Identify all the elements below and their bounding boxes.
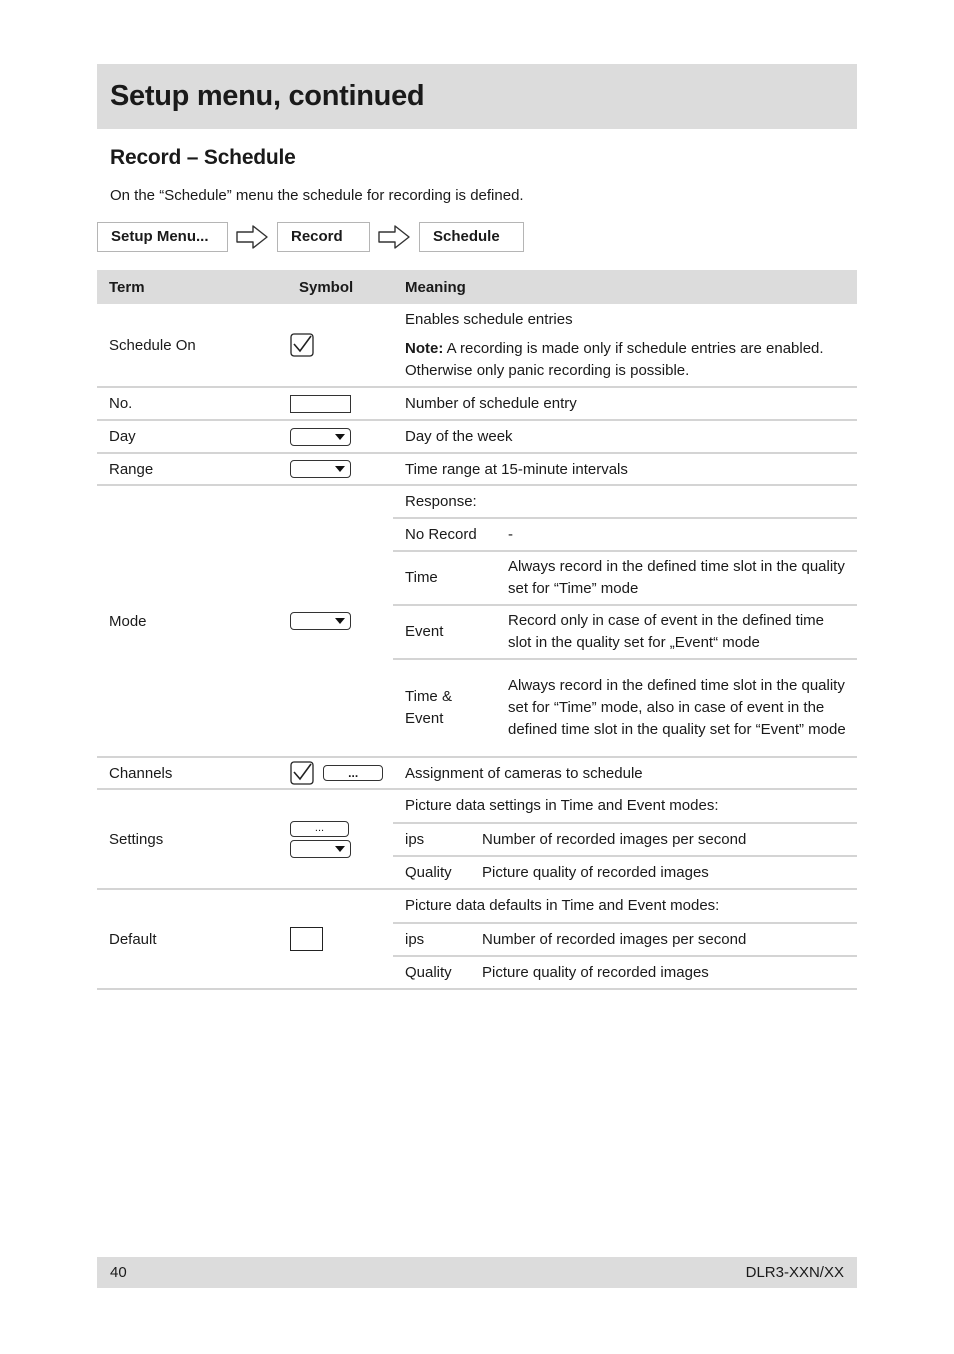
mode-response-label: Response: [405,492,477,510]
term-no: No. [97,387,287,420]
list-item: Event Record only in case of event in the defined time slot in the quality set for „Event“ mode [393,605,857,659]
meaning-channels: Assignment of cameras to schedule [393,757,857,789]
ellipsis-button-symbol[interactable]: ... [290,821,349,837]
row-range [97,453,857,485]
list-item: Time & Event Always record in the defined time slot in the quality set for “Time” mode, also in case of event in the defined time slot in the quality set for “Event” mode [393,659,857,756]
default-intro: Picture data defaults in Time and Event modes: [405,897,720,914]
note-body: A recording is made only if schedule entries are enabled. Otherwise only panic recording is possible. [405,339,824,379]
note-text [405,338,849,382]
row-day [97,420,857,453]
row-no [97,387,857,420]
term-range: Range [97,453,287,485]
arrow-right-icon [235,224,269,250]
table-header-row [97,270,857,304]
list-item: ips Number of recorded images per second [393,823,857,856]
list-item: Quality Picture quality of recorded images [393,956,857,988]
row-settings [97,789,857,889]
header-meaning: Meaning [393,270,857,304]
breadcrumb-setup-menu[interactable]: Setup Menu... [97,222,228,252]
terms-table [97,270,857,990]
dropdown-symbol[interactable] [290,428,351,446]
section-intro: On the “Schedule” menu the schedule for recording is defined. [110,187,524,204]
default-items [393,890,857,988]
breadcrumb-record[interactable]: Record [277,222,370,252]
checkbox-checked-icon[interactable] [290,761,314,785]
document-code: DLR3-XXN/XX [745,1264,844,1281]
meaning-no: Number of schedule entry [393,387,857,420]
term-schedule-on: Schedule On [109,336,196,354]
dropdown-symbol[interactable] [290,840,351,858]
row-channels [97,757,857,789]
dropdown-symbol[interactable] [290,612,351,630]
meaning-text: Enables schedule entries [405,310,573,328]
meaning-schedule-on [393,304,857,387]
header-term: Term [97,270,287,304]
settings-items [393,790,857,888]
row-default [97,889,857,989]
meaning-day: Day of the week [393,420,857,453]
note-label: Note: [405,339,444,357]
header-symbol: Symbol [287,270,393,304]
list-item: ips Number of recorded images per second [393,923,857,956]
text-field-symbol[interactable] [290,395,351,413]
header-band [97,64,857,129]
meaning-range: Time range at 15-minute intervals [393,453,857,485]
list-item: Quality Picture quality of recorded images [393,856,857,888]
section-title: Record – Schedule [110,146,296,169]
arrow-right-icon [377,224,411,250]
term-mode: Mode [97,485,287,757]
row-mode [97,485,857,757]
checkbox-checked-icon[interactable] [290,333,314,357]
page-number: 40 [110,1264,127,1281]
row-schedule-on [97,304,857,387]
ellipsis-button-symbol[interactable]: ... [323,765,383,781]
mode-options [393,486,857,756]
settings-intro: Picture data settings in Time and Event modes: [405,797,719,814]
page-title: Setup menu, continued [110,80,425,112]
footer-band [97,1257,857,1288]
breadcrumb-schedule[interactable]: Schedule [419,222,524,252]
dropdown-symbol[interactable] [290,460,351,478]
term-channels: Channels [97,757,287,789]
term-day: Day [97,420,287,453]
list-item: Time Always record in the defined time slot in the quality set for “Time” mode [393,551,857,605]
list-item: No Record - [393,518,857,551]
term-default: Default [97,889,287,989]
button-symbol[interactable] [290,927,323,951]
term-settings: Settings [97,789,287,889]
